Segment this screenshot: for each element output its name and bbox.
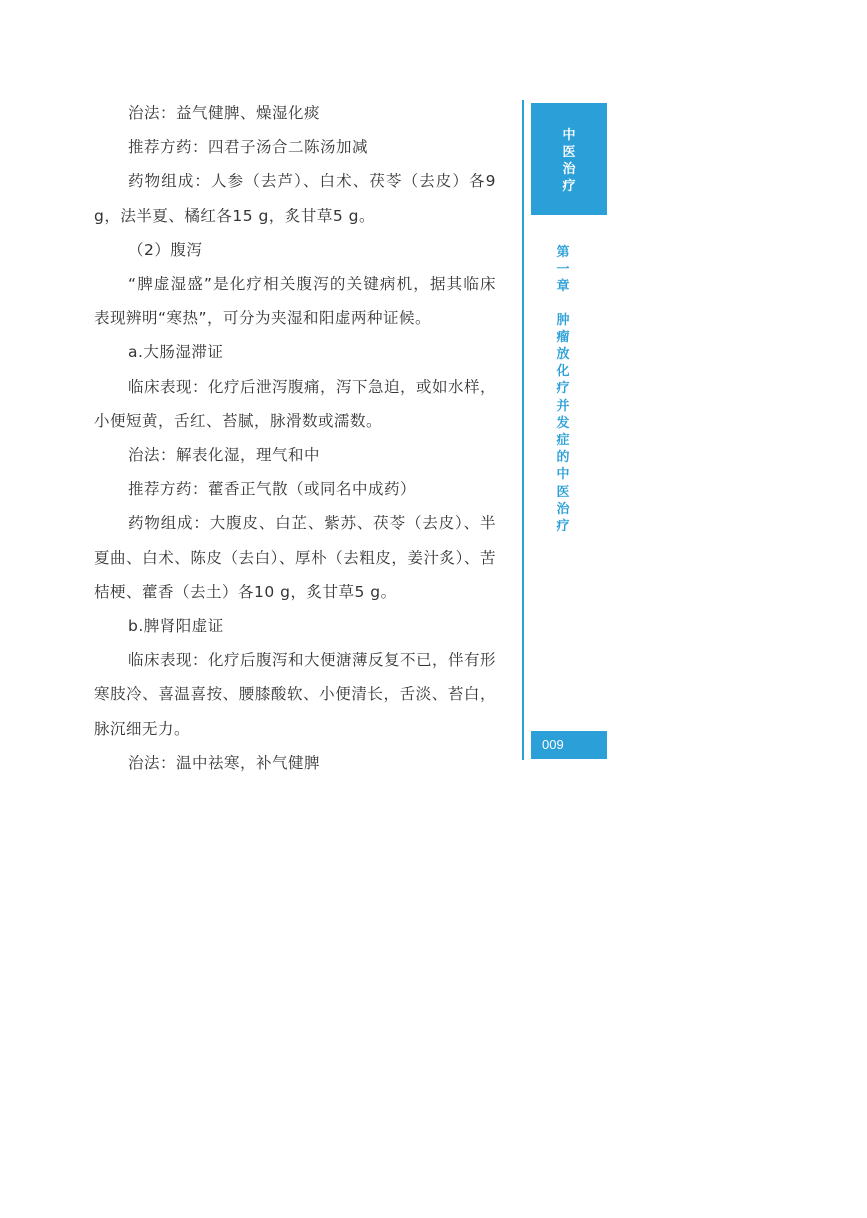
paragraph: 治法：解表化湿，理气和中: [128, 446, 321, 465]
page-number: 009: [531, 731, 607, 759]
paragraph: 临床表现：化疗后泄泻腹痛，泻下急迫，或如水样，小便短黄，舌红、苔腻，脉滑数或濡数。: [94, 377, 497, 430]
paragraph: 药物组成：大腹皮、白芷、紫苏、茯苓（去皮）、半夏曲、白术、陈皮（去白）、厚朴（去粗皮，姜汁炙）、苦桔梗、藿香（去土）各10 g，炙甘草5 g。: [94, 514, 496, 601]
paragraph: （2）腹泻: [128, 240, 203, 259]
paragraph: 药物组成：人参（去芦）、白术、茯苓（去皮）各9 g，法半夏、橘红各15 g，炙甘草5 g。: [94, 172, 496, 225]
chapter-title: 肿瘤放化疗并发症的中医治疗: [556, 312, 570, 535]
paragraph: b.脾肾阳虚证: [128, 617, 224, 636]
paragraph: 临床表现：化疗后腹泻和大便溏薄反复不已，伴有形寒肢冷、喜温喜按、腰膝酸软、小便清长，舌淡、苔白，脉沉细无力。: [94, 651, 497, 738]
paragraph: 治法：益气健脾、燥湿化痰: [128, 104, 321, 122]
paragraph: a.大肠湿滞证: [128, 343, 224, 362]
paragraph: 治法：温中祛寒，补气健脾: [128, 753, 321, 772]
section-tab: [531, 103, 607, 215]
paragraph: 推荐方药：藿香正气散（或同名中成药）: [128, 480, 417, 499]
chapter-heading: [555, 244, 571, 535]
chapter-label: 第一章: [556, 245, 570, 295]
main-text: [94, 96, 496, 780]
section-tab-label: 中医治疗: [562, 128, 576, 194]
paragraph: 推荐方药：四君子汤合二陈汤加减: [128, 138, 369, 157]
paragraph: “脾虚湿盛”是化疗相关腹泻的关键病机，据其临床表现辨明“寒热”，可分为夹湿和阳虚两种证候。: [94, 275, 496, 328]
sidebar-divider: [522, 100, 524, 760]
